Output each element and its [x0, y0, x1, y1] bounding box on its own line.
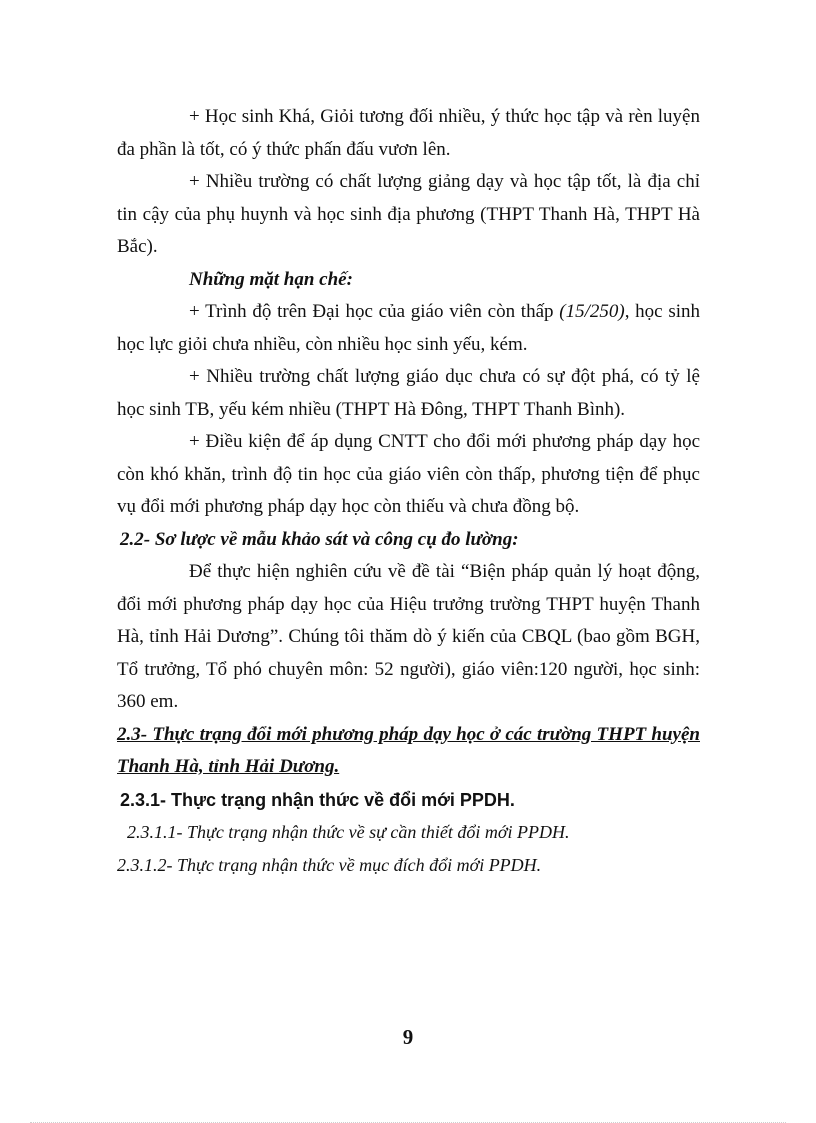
paragraph-limit-quality: + Nhiều trường chất lượng giáo dục chưa có sự đột phá, có tỷ lệ học sinh TB, yếu kém nhiều (THPT Hà Đông, THPT Thanh Bình). [117, 366, 700, 420]
paragraph-strengths-schools: + Nhiều trường có chất lượng giảng dạy và học tập tốt, là địa chỉ tin cậy của phụ huynh và học sinh địa phương (THPT Thanh Hà, THPT Hà Bắc). [117, 171, 700, 257]
section-heading-2-3-1: 2.3.1- Thực trạng nhận thức về đổi mới PPDH. [120, 789, 515, 810]
limit-teachers-text-1: + Trình độ trên Đại học của giáo viên còn thấp [189, 301, 560, 322]
page-number: 9 [402, 1025, 414, 1049]
section-heading-2-2: 2.2- Sơ lược về mẫu khảo sát và công cụ đo lường: [120, 528, 519, 550]
section-heading-2-3-1-2: 2.3.1.2- Thực trạng nhận thức về mục đích đổi mới PPDH. [117, 854, 542, 875]
paragraph-survey: Để thực hiện nghiên cứu về đề tài “Biện pháp quản lý hoạt động, đổi mới phương pháp dạy học của Hiệu trưởng trường THPT huyện Thanh Hà, tỉnh Hải Dương”. Chúng tôi thăm dò ý kiến của CBQL (bao gồm BGH, Tổ trưởng, Tổ phó chuyên môn: 52 người), giáo viên:120 người, học sinh: 360 em. [117, 561, 700, 712]
paragraph-limit-teachers [117, 296, 700, 361]
section-heading-2-3-1-1: 2.3.1.1- Thực trạng nhận thức về sự cần thiết đổi mới PPDH. [127, 822, 570, 842]
limit-teachers-text-2: , học sinh học lực giỏi chưa nhiều, còn nhiều học sinh yếu, kém. [117, 301, 700, 355]
page-content [117, 101, 700, 881]
paragraph-strengths-students: + Học sinh Khá, Giỏi tương đối nhiều, ý thức học tập và rèn luyện đa phần là tốt, có ý thức phấn đấu vươn lên. [117, 106, 700, 160]
limit-teachers-ratio: (15/250) [559, 301, 625, 322]
section-heading-2-3: 2.3- Thực trạng đổi mới phương pháp dạy học ở các trường THPT huyện Thanh Hà, tỉnh Hải Dương. [117, 723, 700, 777]
limits-heading: Những mặt hạn chế: [189, 268, 353, 290]
paragraph-limit-ict: + Điều kiện để áp dụng CNTT cho đổi mới phương pháp dạy học còn khó khăn, trình độ tin học của giáo viên còn thấp, phương tiện để phục vụ đổi mới phương pháp dạy học còn thiếu và chưa đồng bộ. [117, 431, 700, 517]
